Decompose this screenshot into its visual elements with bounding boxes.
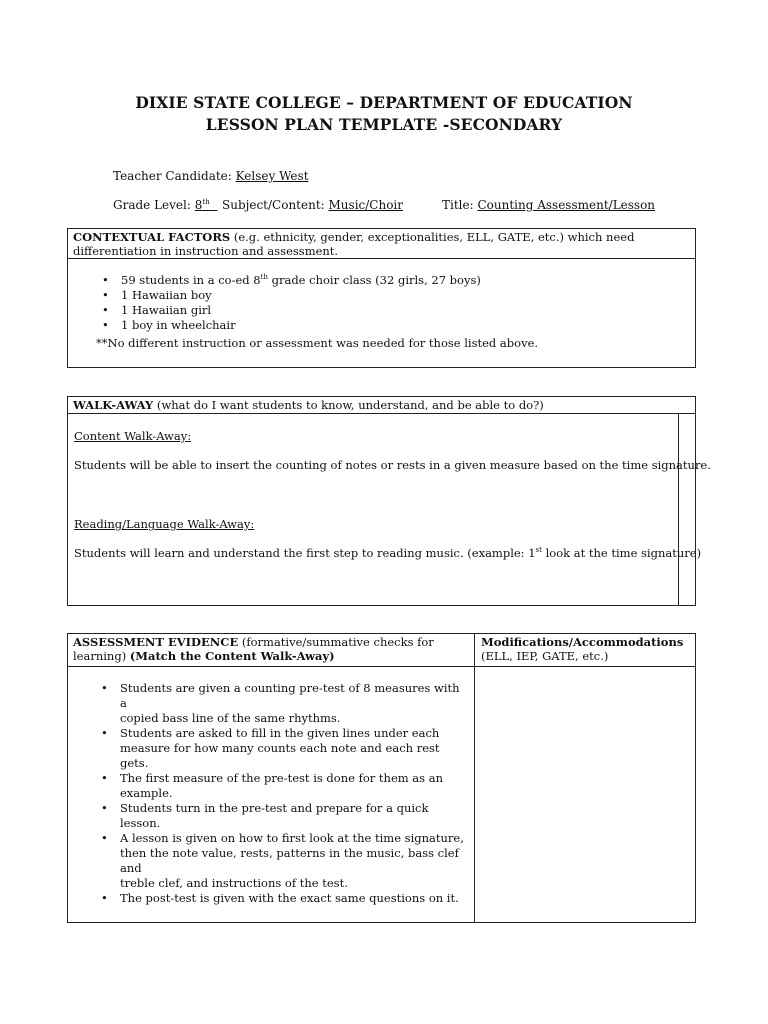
lesson-title-value: Counting Assessment/Lesson [477,198,656,212]
list-item: • 1 Hawaiian girl [121,303,481,318]
list-item: • 59 students in a co-ed 8th grade choir class (32 girls, 27 boys) [121,273,481,288]
subject-content-field [222,198,403,212]
contextual-factors-header [68,229,695,259]
contextual-factors-desc-1: (e.g. ethnicity, gender, exceptionalities, ELL, GATE, etc.) which need [230,230,635,244]
assessment-evidence-header [68,634,478,663]
contextual-factors-list [121,273,481,333]
lesson-title-field [442,198,655,212]
walk-away-desc: (what do I want students to know, understand, and be able to do?) [153,398,544,412]
document-title-line-2: LESSON PLAN TEMPLATE -SECONDARY [205,115,563,134]
walk-away-heading: WALK-AWAY [73,398,154,412]
modifications-desc: (ELL, IEP, GATE, etc.) [481,649,609,663]
list-item: • Students are given a counting pre-test of 8 measures with a copied bass line of the same rhythms. [120,681,470,726]
subject-content-value: Music/Choir [328,198,403,212]
assessment-column-divider [474,634,475,922]
modifications-heading: Modifications/Accommodations [481,635,684,649]
list-item: • 1 boy in wheelchair [121,318,481,333]
subject-content-label: Subject/Content: [222,198,329,212]
list-item: • A lesson is given on how to first look at the time signature, then the note value, rests, patterns in the music, bass clef and treble clef, and instructions of the test. [120,831,470,891]
contextual-factors-heading: CONTEXTUAL FACTORS [73,230,231,244]
assessment-evidence-desc-2: learning) [73,649,130,663]
contextual-factors-desc-2: differentiation in instruction and assessment. [73,244,339,258]
assessment-evidence-heading: ASSESSMENT EVIDENCE [73,635,239,649]
assessment-match-note: (Match the Content Walk-Away) [129,649,335,663]
contextual-factors-note: **No different instruction or assessment was needed for those listed above. [96,336,539,350]
list-item: • The first measure of the pre-test is done for them as an example. [120,771,470,801]
list-item: • Students turn in the pre-test and prepare for a quick lesson. [120,801,470,831]
list-item: • 1 Hawaiian boy [121,288,481,303]
assessment-evidence-table [67,633,696,923]
assessment-evidence-desc-1: (formative/summative checks for [238,635,434,649]
reading-walk-away-text: Students will learn and understand the first step to reading music. (example: 1st look at the time signature) [74,546,702,560]
contextual-factors-table [67,228,696,368]
teacher-candidate-label: Teacher Candidate: [113,169,236,183]
assessment-evidence-list [120,681,470,906]
grade-level-field [113,198,217,212]
walk-away-header [68,397,695,414]
reading-walk-away-label: Reading/Language Walk-Away: [74,517,255,531]
teacher-candidate-value: Kelsey West [235,169,309,183]
grade-level-value: 8th [194,198,210,212]
walk-away-table [67,396,711,606]
list-item: • The post-test is given with the exact same questions on it. [120,891,470,906]
assessment-header-divider [68,666,695,667]
modifications-header [476,634,696,663]
grade-level-label: Grade Level: [113,198,195,212]
document-title-line-1: DIXIE STATE COLLEGE – DEPARTMENT OF EDUCATION [135,93,633,112]
lesson-title-label: Title: [442,198,478,212]
teacher-candidate-line [113,169,309,183]
content-walk-away-text: Students will be able to insert the counting of notes or rests in a given measure based on the time signature. [74,458,711,472]
walk-away-column-divider [678,413,679,605]
content-walk-away-label: Content Walk-Away: [74,429,192,443]
list-item: • Students are asked to fill in the given lines under each measure for how many counts each note and each rest gets. [120,726,470,771]
